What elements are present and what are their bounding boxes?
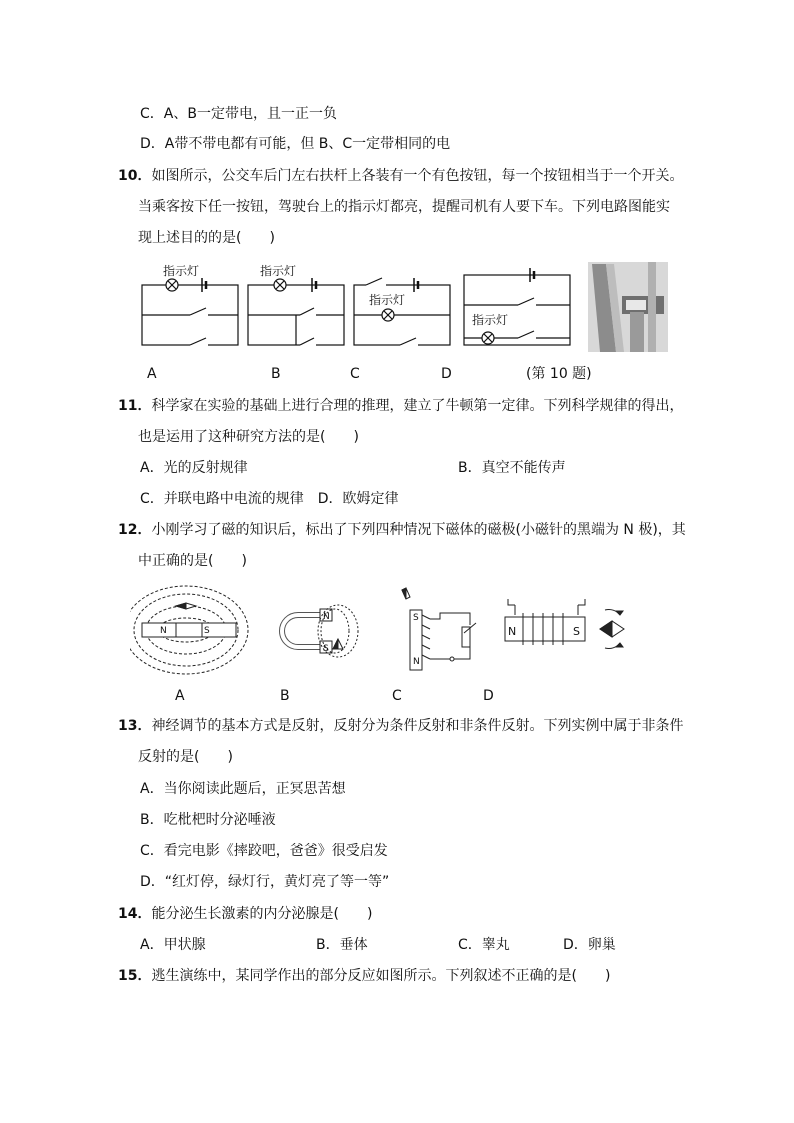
q12-text-line1 xyxy=(118,520,686,540)
q11-option-cd: C．并联电路中电流的规律 D．欧姆定律 xyxy=(140,491,399,507)
q10-label-c: C xyxy=(350,366,360,382)
magnet-c-pole-s: S xyxy=(413,613,419,623)
magnet-figure-d xyxy=(505,599,624,649)
magnet-b-pole-s: S xyxy=(323,644,329,654)
q10-stem-1: 如图所示，公交车后门左右扶杆上各装有一个有色按钮，每一个按钮相当于一个开关。 xyxy=(151,168,684,184)
circuit-a xyxy=(142,278,238,345)
q12-label-c: C xyxy=(392,688,402,704)
q10-label-d: D xyxy=(441,366,452,382)
q9-option-c: C．A、B一定带电，且一正一负 xyxy=(140,106,337,122)
q13-text-line1 xyxy=(118,716,683,736)
q15-stem-1: 逃生演练中，某同学作出的部分反应如图所示。下列叙述不正确的是( ) xyxy=(151,968,611,984)
bus-handrail-photo xyxy=(588,262,668,352)
q13-option-b: B．吃枇杷时分泌唾液 xyxy=(140,812,276,828)
q11-option-a: A．光的反射规律 xyxy=(140,460,248,476)
circuit-c xyxy=(354,278,450,345)
magnet-d-pole-n: N xyxy=(508,625,517,638)
lamp-label-a: 指示灯 xyxy=(163,264,200,278)
q14-option-c: C．睾丸 xyxy=(458,937,510,953)
lamp-label-d: 指示灯 xyxy=(472,313,509,327)
circuit-d xyxy=(464,268,570,345)
q13-option-a: A．当你阅读此题后，正冥思苦想 xyxy=(140,781,346,797)
q14-stem-1: 能分泌生长激素的内分泌腺是( ) xyxy=(151,906,373,922)
magnet-a-pole-n: N xyxy=(160,626,167,636)
q12-number: 12． xyxy=(118,522,152,538)
magnet-figure-a xyxy=(130,586,248,674)
q13-option-c: C．看完电影《摔跤吧，爸爸》很受启发 xyxy=(140,843,388,859)
q15-number: 15． xyxy=(118,968,152,984)
q10-text-line1 xyxy=(118,166,683,186)
q12-stem-1: 小刚学习了磁的知识后，标出了下列四种情况下磁体的磁极(小磁针的黑端为 N 极)，其 xyxy=(151,522,686,538)
q12-stem-2: 中正确的是( ) xyxy=(138,553,247,569)
q10-stem-3: 现上述目的的是( ) xyxy=(138,230,275,246)
q11-stem-2: 也是运用了这种研究方法的是( ) xyxy=(138,429,359,445)
q13-number: 13． xyxy=(118,718,152,734)
q10-label-b: B xyxy=(271,366,281,382)
magnet-d-pole-s: S xyxy=(573,625,580,638)
q14-option-d: D．卵巢 xyxy=(563,937,616,953)
magnet-c-pole-n: N xyxy=(413,657,420,667)
q10-number: 10． xyxy=(118,168,152,184)
magnet-b-pole-n: N xyxy=(323,612,330,622)
q9-option-d: D．A带不带电都有可能，但 B、C一定带相同的电 xyxy=(140,136,451,152)
q12-label-d: D xyxy=(483,688,494,704)
lamp-label-b: 指示灯 xyxy=(260,264,297,278)
circuit-b xyxy=(248,278,344,345)
q13-stem-2: 反射的是( ) xyxy=(138,749,233,765)
magnet-figure-b xyxy=(282,605,358,657)
q14-number: 14． xyxy=(118,906,152,922)
q11-text-line1 xyxy=(118,396,683,416)
q14-option-b: B．垂体 xyxy=(316,937,368,953)
q10-label-a: A xyxy=(147,366,157,382)
q13-option-d: D．“红灯停，绿灯行，黄灯亮了等一等” xyxy=(140,874,390,890)
lamp-label-c: 指示灯 xyxy=(369,293,406,307)
q14-option-a: A．甲状腺 xyxy=(140,937,206,953)
q11-option-b: B．真空不能传声 xyxy=(458,460,566,476)
q15-text-line1 xyxy=(118,966,610,986)
q10-stem-2: 当乘客按下任一按钮，驾驶台上的指示灯都亮，提醒司机有人要下车。下列电路图能实 xyxy=(138,199,670,215)
q11-number: 11． xyxy=(118,398,152,414)
q12-label-a: A xyxy=(175,688,185,704)
q11-stem-1: 科学家在实验的基础上进行合理的推理，建立了牛顿第一定律。下列科学规律的得出， xyxy=(151,398,684,414)
q13-stem-1: 神经调节的基本方式是反射，反射分为条件反射和非条件反射。下列实例中属于非条件 xyxy=(151,718,684,734)
q10-caption: (第 10 题) xyxy=(526,366,592,382)
q10-circuit-figures xyxy=(130,258,675,358)
q14-text-line1 xyxy=(118,904,372,924)
q12-label-b: B xyxy=(280,688,290,704)
magnet-a-pole-s: S xyxy=(204,626,210,636)
